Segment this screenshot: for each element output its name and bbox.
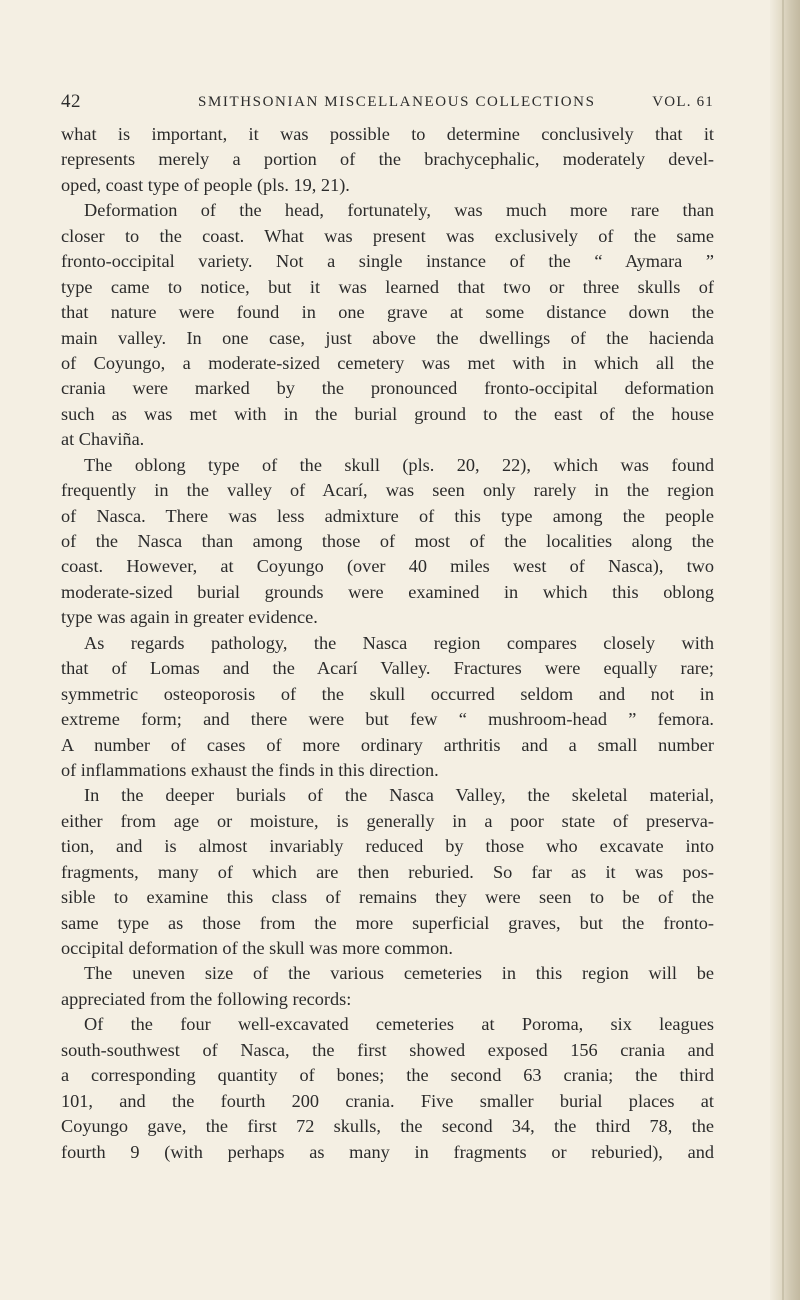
text-line: appreciated from the following records:	[61, 988, 352, 1009]
text-line: closer to the coast. What was present was exclusively of the same	[61, 225, 714, 246]
text-line: at Chaviña.	[61, 429, 145, 450]
text-line: of inflammations exhaust the finds in this direction.	[61, 759, 439, 780]
text-line: of Coyungo, a moderate-sized cemetery was met with in which all the	[61, 352, 714, 373]
text-line: tion, and is almost invariably reduced by those who excavate into	[61, 836, 714, 857]
text-line: 101, and the fourth 200 crania. Five smaller burial places at	[61, 1090, 714, 1111]
text-line: moderate-sized burial grounds were examined in which this oblong	[61, 581, 714, 602]
text-line: type was again in greater evidence.	[61, 607, 318, 628]
text-line: main valley. In one case, just above the dwellings of the hacienda	[61, 327, 714, 348]
text-line: Deformation of the head, fortunately, was much more rare than	[84, 200, 714, 221]
text-line: what is important, it was possible to determine conclusively that it	[61, 124, 714, 144]
text-line: south-southwest of Nasca, the first showed exposed 156 crania and	[61, 1039, 714, 1060]
text-line: crania were marked by the pronounced fronto-occipital deformation	[61, 378, 714, 399]
text-line: fronto-occipital variety. Not a single instance of the “ Aymara ”	[61, 251, 714, 272]
text-line: of the Nasca than among those of most of the localities along the	[61, 531, 714, 551]
text-line: oped, coast type of people (pls. 19, 21).	[61, 174, 350, 195]
text-line: that nature were found in one grave at some distance down the	[61, 302, 714, 323]
body-text	[61, 122, 714, 1165]
text-line: type came to notice, but it was learned that two or three skulls of	[61, 276, 714, 297]
text-line: In the deeper burials of the Nasca Valley, the skeletal material,	[84, 785, 714, 806]
text-line: fragments, many of which are then reburied. So far as it was pos-	[61, 861, 714, 882]
running-title: SMITHSONIAN MISCELLANEOUS COLLECTIONS	[198, 94, 596, 110]
text-line: Coyungo gave, the first 72 skulls, the second 34, the third 78, the	[61, 1116, 714, 1137]
text-line: sible to examine this class of remains they were seen to be of the	[61, 887, 714, 908]
volume-number: VOL. 61	[652, 94, 714, 110]
text-line: same type as those from the more superficial graves, but the fronto-	[61, 912, 714, 933]
text-line: frequently in the valley of Acarí, was seen only rarely in the region	[61, 480, 714, 501]
text-line: such as was met with in the burial ground to the east of the house	[61, 403, 714, 424]
text-line: The oblong type of the skull (pls. 20, 22), which was found	[84, 454, 714, 475]
text-line: that of Lomas and the Acarí Valley. Fractures were equally rare;	[61, 658, 714, 679]
text-line: The uneven size of the various cemeteries in this region will be	[84, 963, 714, 984]
text-line: extreme form; and there were but few “ mushroom-head ” femora.	[61, 709, 714, 730]
text-line: symmetric osteoporosis of the skull occurred seldom and not in	[61, 683, 714, 704]
text-line: As regards pathology, the Nasca region compares closely with	[84, 632, 714, 653]
text-line: either from age or moisture, is generally in a poor state of preserva-	[61, 810, 714, 831]
page-edge-line	[782, 0, 784, 1300]
page-edge-shadow	[770, 0, 800, 1300]
text-line: coast. However, at Coyungo (over 40 miles west of Nasca), two	[61, 556, 714, 577]
text-line: a corresponding quantity of bones; the second 63 crania; the third	[61, 1065, 714, 1086]
text-line: A number of cases of more ordinary arthritis and a small number	[61, 734, 714, 755]
text-line: of Nasca. There was less admixture of this type among the people	[61, 505, 714, 526]
text-line: occipital deformation of the skull was more common.	[61, 938, 453, 958]
text-line: Of the four well-excavated cemeteries at Poroma, six leagues	[84, 1014, 714, 1035]
text-line: fourth 9 (with perhaps as many in fragments or reburied), and	[61, 1141, 714, 1162]
page-number: 42	[61, 91, 81, 112]
running-head	[61, 91, 714, 121]
text-line: represents merely a portion of the brachycephalic, moderately devel-	[61, 149, 714, 170]
